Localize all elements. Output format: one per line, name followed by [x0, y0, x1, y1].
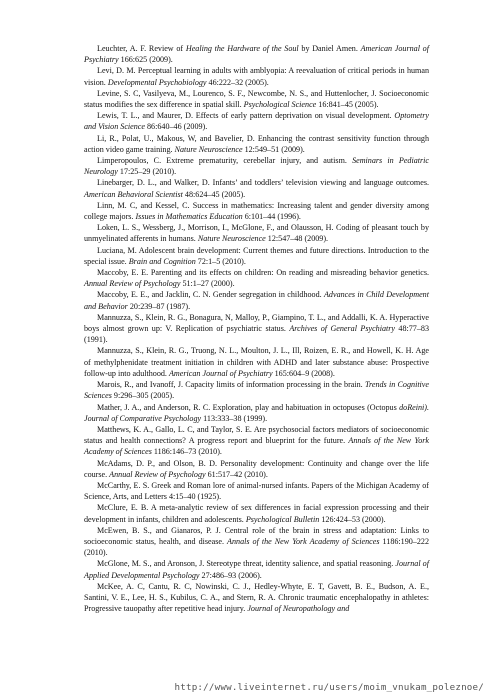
reference-source: American Journal of Psychiatry [168, 368, 273, 378]
reference-text: 48:624–45 (2005). [182, 189, 246, 199]
reference-text: McCarthy, E. S. Greek and Roman lore of animal-nursed infants. Papers of the Michigan Academy of Science, Arts, and Letters 4:15–40 (1925). [84, 480, 429, 502]
reference-text: 126:424–53 (2000). [319, 514, 386, 524]
reference-text: 1186:190–222 (2010). [84, 536, 429, 558]
reference-source: Trends in Cognitive Sciences [84, 380, 429, 401]
reference-text: Matthews, K. A., Gallo, L. C, and Taylor, S. E. Are psychosocial factors mediators of socioeconomic status and health connections? A progress report and blueprint for the future. [84, 424, 429, 446]
reference-text: 61:517–42 (2010). [205, 469, 268, 479]
reference-entry [84, 458, 429, 480]
reference-text: 166:625 (2009). [118, 55, 173, 65]
reference-text: Luciana, M. Adolescent brain development: Current themes and future directions. Introduction to the special issue. [84, 245, 429, 266]
reference-text: Linn, M. C, and Kessel, C. Success in mathematics: Increasing talent and gender diversity among college majors. [84, 200, 429, 222]
reference-entry [84, 289, 429, 311]
reference-text: 72:1–5 (2010). [195, 256, 246, 266]
reference-source: Brain and Cognition [128, 256, 196, 266]
reference-source: Journal of Neuropathology and [247, 604, 350, 614]
reference-source: Archives of General Psychiatry [289, 324, 395, 334]
reference-source: Psychological Bulletin [245, 514, 320, 524]
reference-text: 12:549–51 (2009). [242, 144, 305, 154]
reference-source: Psychological Science [243, 100, 317, 110]
reference-text: 1186:146–73 (2010). [151, 447, 222, 457]
reference-source: Advances in Child Development and Behavior [84, 290, 429, 311]
reference-text: Maccoby, E. E., and Jacklin, C. N. Gender segregation in childhood. [97, 290, 324, 300]
reference-entry [84, 345, 429, 379]
reference-text: McKee, A. C, Cantu, R. C, Nowinski, C. J., Hedley-Whyte, E. T, Gavett, B. E., Budson, A. E., Santini, V. E., Lee, H. S., Kubilus, C. A., and Stern, R. A. Chronic traumatic encephalopathy in athletes: Progressive tauopathy after repetitive head injury. [84, 581, 429, 614]
reference-entry [84, 245, 429, 267]
reference-text: 17:25–29 (2010). [117, 167, 177, 177]
reference-entry [84, 424, 429, 458]
reference-entry [84, 65, 429, 87]
reference-entry [84, 177, 429, 199]
reference-text: 12:547–48 (2009). [265, 234, 329, 244]
reference-entry [84, 480, 429, 502]
reference-source: Seminars in Pediatric Neurology [84, 156, 429, 177]
reference-entry [84, 502, 429, 524]
reference-text: Mannuzza, S., Klein, R. G., Bonagura, N, Malloy, P., Giampino, T. L., and Addalli, K. A. Hyperactive boys almost grown up: V. Replication of psychiatric status. [84, 312, 429, 334]
reference-text: 165:604–9 (2008). [272, 368, 335, 378]
reference-source: Annals of the New York Academy of Sciences [84, 436, 429, 457]
reference-source: Healing the Hardware of the Soul [185, 44, 299, 53]
reference-text: 9:296–305 (2005). [111, 391, 175, 401]
reference-source: Issues in Mathematics Education [135, 212, 243, 222]
reference-entry [84, 43, 429, 65]
reference-source: Annals of the New York Academy of Sciences [227, 536, 380, 546]
reference-text: McClure, E. B. A meta-analytic review of sex differences in facial expression processing and their development in infants, children and adolescents. [84, 503, 429, 524]
reference-entry [84, 155, 429, 177]
reference-source: Annual Review of Psychology [109, 469, 206, 479]
reference-entry [84, 581, 429, 615]
reference-entry [84, 312, 429, 346]
reference-entry [84, 267, 429, 289]
reference-text: 46:222–32 (2005). [206, 77, 269, 87]
reference-entry [84, 88, 429, 110]
reference-entry [84, 379, 429, 401]
reference-text: Lewis, T. L., and Maurer, D. Effects of early pattern deprivation on visual development. [97, 111, 395, 121]
reference-text: Mather, J. A., and Anderson, R. C. Exploration, play and habituation in octopuses (Octopus [97, 402, 400, 412]
reference-entry [84, 558, 429, 580]
reference-text: Marois, R., and Ivanoff, J. Capacity limits of information processing in the brain. [97, 380, 365, 390]
reference-source: Developmental Psychobiology [107, 77, 207, 87]
reference-entry [84, 110, 429, 132]
reference-source: Annual Review of Psychology [84, 279, 181, 289]
reference-text: McEwen, B. S., and Gianaros, P. J. Central role of the brain in stress and adaptation: Links to socioeconomic status, health, and disease. [84, 525, 429, 546]
watermark-url: http://www.liveinternet.ru/users/moim_vnukam_poleznoe/ [174, 682, 484, 693]
reference-text: Levine, S. C, Vasilyeva, M., Lourenco, S. F., Newcombe, N. S., and Huttenlocher, J. Socioeconomic status modifies the sex difference in spatial skill. [84, 88, 429, 110]
reference-entry [84, 133, 429, 155]
reference-text: Limperopoulos, C. Extreme prematurity, cerebellar injury, and autism. [97, 156, 353, 166]
reference-text: McGlone, M. S., and Aronson, J. Stereotype threat, identity salience, and spatial reasoning. [97, 559, 396, 569]
reference-text: 27:486–93 (2006). [199, 570, 262, 580]
reference-text: Maccoby, E. E. Parenting and its effects on children: On reading and misreading behavior genetics. [97, 268, 429, 278]
reference-text: Leuchter, A. F. Review of [97, 44, 186, 53]
reference-entry [84, 222, 429, 244]
reference-text: Mannuzza, S., Klein, R. G., Truong, N. L., Moulton, J. L., Ill, Roizen, E. R., and Howell, K. H. Age of methylphenidate treatment initiation in children with ADHD and later substance abuse: Prospective follow-up into adulthood. [84, 346, 429, 378]
reference-text: by Daniel Amen. [298, 44, 361, 53]
reference-text: Levi, D. M. Perceptual learning in adults with amblyopia: A reevaluation of critical periods in human vision. [84, 66, 429, 87]
reference-text: McAdams, D. P., and Olson, B. D. Personality development: Continuity and change over the life course. [84, 458, 429, 479]
reference-source: Nature Neuroscience [197, 234, 266, 244]
reference-text: 16:841–45 (2005). [316, 100, 379, 110]
reference-text: Linebarger, D. L., and Walker, D. Infants’ and toddlers’ television viewing and language outcomes. [97, 178, 429, 188]
reference-text: 51:1–27 (2000). [180, 279, 235, 289]
reference-text: 113:333–38 (1999). [201, 413, 268, 423]
reference-source: Journal of Applied Developmental Psychology [84, 559, 429, 580]
reference-source: American Journal of Psychiatry [84, 44, 429, 65]
reference-text: 48:77–83 (1991). [84, 324, 429, 345]
reference-text: Li, R., Polat, U., Makous, W, and Bavelier, D. Enhancing the contrast sensitivity function through action video game training. [84, 133, 429, 154]
reference-text: 6:101–44 (1996). [242, 212, 301, 222]
reference-text: Loken, L. S., Wessberg, J., Morrison, I., McGlone, F., and Olausson, H. Coding of pleasant touch by unmyelinated afferents in humans. [84, 223, 429, 244]
reference-source: Nature Neuroscience [174, 144, 243, 154]
reference-text: 86:640–46 (2009). [144, 122, 208, 132]
reference-source: doReini). Journal of Comparative Psychology [84, 402, 429, 423]
reference-text: 20:239–87 (1987). [127, 301, 191, 311]
reference-source: American Behavioral Scientist [84, 189, 183, 199]
reference-list [84, 43, 429, 614]
reference-entry [84, 525, 429, 559]
reference-entry [84, 200, 429, 222]
reference-entry [84, 402, 429, 424]
reference-source: Optometry and Vision Science [84, 111, 429, 132]
